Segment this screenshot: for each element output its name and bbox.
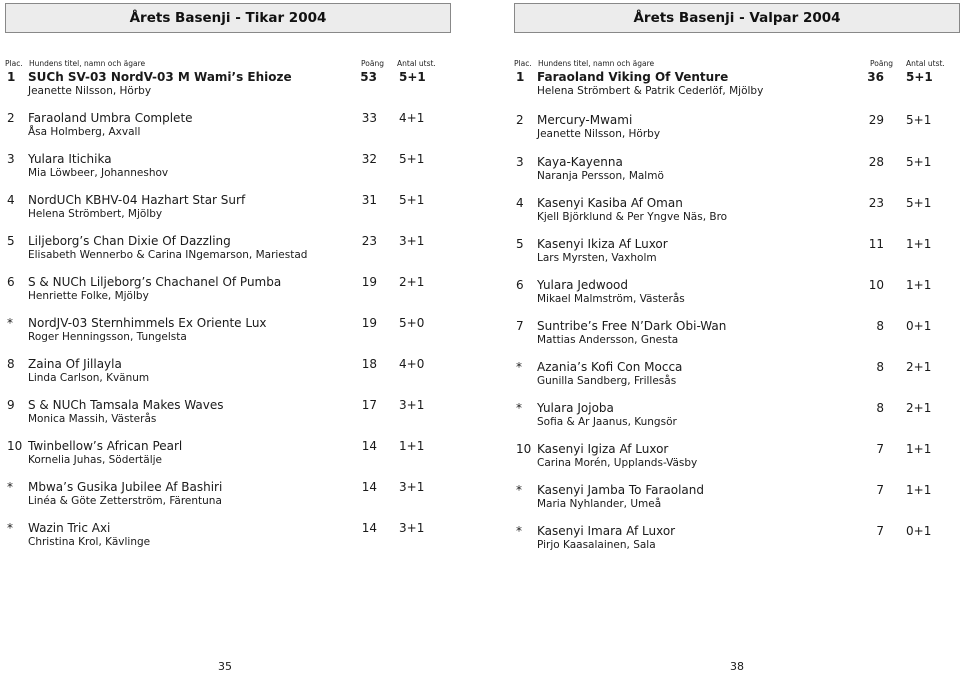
left-page-number: 35 [218,660,232,673]
list-item [5,480,451,510]
dog-name: Kasenyi Igiza Af Luxor [537,442,669,456]
owner-name: Gunilla Sandberg, Frillesås [537,375,677,387]
left-page-title: Årets Basenji - Tikar 2004 [5,3,451,33]
placement-number: 6 [516,278,524,292]
dog-name: Azania’s Kofi Con Mocca [537,360,683,374]
shows-count: 5+1 [399,70,426,84]
points-value: 17 [361,398,377,412]
list-item [5,521,451,551]
placement-number: 8 [7,357,15,371]
dog-name: Faraoland Viking Of Venture [537,70,729,84]
owner-name: Monica Massih, Västerås [28,413,157,425]
list-item [5,111,451,141]
shows-count: 2+1 [906,360,932,374]
points-value: 18 [361,357,377,371]
dog-name: Faraoland Umbra Complete [28,111,193,125]
dog-name: Suntribe’s Free N’Dark Obi-Wan [537,319,727,333]
owner-name: Jeanette Nilsson, Hörby [537,128,661,140]
right-page-title: Årets Basenji - Valpar 2004 [514,3,960,33]
owner-name: Kjell Björklund & Per Yngve Näs, Bro [537,211,728,223]
placement-number: * [516,401,522,415]
owner-name: Mia Löwbeer, Johanneshov [28,167,169,179]
owner-name: Sofia & Ar Jaanus, Kungsör [537,416,677,428]
shows-count: 5+0 [399,316,425,330]
points-value: 19 [361,275,377,289]
shows-count: 5+1 [906,70,933,84]
placement-number: * [516,483,522,497]
left-page [5,0,451,674]
owner-name: Christina Krol, Kävlinge [28,536,151,548]
points-value: 33 [361,111,377,125]
dog-name: Kasenyi Jamba To Faraoland [537,483,705,497]
shows-count: 1+1 [906,483,932,497]
shows-count: 5+1 [399,193,425,207]
owner-name: Carina Morén, Upplands-Väsby [537,457,698,469]
points-value: 14 [361,480,377,494]
header-plac: Plac. [5,59,23,68]
placement-number: 3 [7,152,15,166]
list-item [514,155,960,185]
owner-name: Åsa Holmberg, Axvall [28,126,141,138]
shows-count: 2+1 [399,275,425,289]
shows-count: 1+1 [906,237,932,251]
placement-number: * [7,480,13,494]
dog-name: S & NUCh Tamsala Makes Waves [28,398,224,412]
list-item [5,234,451,264]
points-value: 11 [868,237,884,251]
owner-name: Naranja Persson, Malmö [537,170,664,182]
dog-name: Yulara Jojoba [537,401,614,415]
placement-number: * [7,521,13,535]
placement-number: 1 [7,70,16,84]
right-page-number: 38 [730,660,744,673]
owner-name: Elisabeth Wennerbo & Carina INgemarson, Mariestad [28,249,308,261]
shows-count: 1+1 [906,278,932,292]
owner-name: Kornelia Juhas, Södertälje [28,454,163,466]
owner-name: Mikael Malmström, Västerås [537,293,685,305]
header-poang: Poäng [870,59,893,68]
placement-number: 2 [516,113,524,127]
placement-number: 5 [7,234,15,248]
points-value: 32 [361,152,377,166]
placement-number: * [516,360,522,374]
shows-count: 1+1 [399,439,425,453]
placement-number: 4 [7,193,15,207]
points-value: 53 [360,70,377,84]
list-item [514,442,960,472]
right-page [514,0,960,674]
points-value: 8 [876,319,884,333]
header-name: Hundens titel, namn och ägare [29,59,146,68]
list-item [5,152,451,182]
list-item [5,275,451,305]
placement-number: 3 [516,155,524,169]
list-item [5,316,451,346]
dog-name: Kaya-Kayenna [537,155,623,169]
points-value: 23 [868,196,884,210]
placement-number: 2 [7,111,15,125]
list-item [514,483,960,513]
dog-name: S & NUCh Liljeborg’s Chachanel Of Pumba [28,275,282,289]
placement-number: 9 [7,398,15,412]
placement-number: 1 [516,70,525,84]
placement-number: 4 [516,196,524,210]
list-item [514,278,960,308]
owner-name: Linéa & Göte Zetterström, Färentuna [28,495,222,507]
list-item [514,70,960,100]
dog-name: SUCh SV-03 NordV-03 M Wami’s Ehioze [28,70,292,84]
dog-name: NordUCh KBHV-04 Hazhart Star Surf [28,193,246,207]
shows-count: 5+1 [906,196,932,210]
dog-name: Yulara Itichika [28,152,112,166]
points-value: 19 [361,316,377,330]
list-item [5,70,451,100]
list-item [514,524,960,554]
owner-name: Roger Henningsson, Tungelsta [28,331,187,343]
placement-number: 5 [516,237,524,251]
dog-name: Mbwa’s Gusika Jubilee Af Bashiri [28,480,223,494]
shows-count: 0+1 [906,524,932,538]
owner-name: Helena Strömbert & Patrik Cederlöf, Mjölby [537,85,764,97]
header-antal: Antal utst. [397,59,436,68]
list-item [514,319,960,349]
header-antal: Antal utst. [906,59,945,68]
header-name: Hundens titel, namn och ägare [538,59,655,68]
shows-count: 3+1 [399,234,425,248]
dog-name: Twinbellow’s African Pearl [28,439,183,453]
points-value: 8 [876,360,884,374]
placement-number: 7 [516,319,524,333]
dog-name: Kasenyi Imara Af Luxor [537,524,676,538]
shows-count: 2+1 [906,401,932,415]
dog-name: NordJV-03 Sternhimmels Ex Oriente Lux [28,316,267,330]
owner-name: Maria Nyhlander, Umeå [537,498,662,510]
points-value: 28 [868,155,884,169]
header-poang: Poäng [361,59,384,68]
list-item [5,193,451,223]
list-item [514,196,960,226]
dog-name: Liljeborg’s Chan Dixie Of Dazzling [28,234,231,248]
owner-name: Helena Strömbert, Mjölby [28,208,163,220]
dog-name: Wazin Tric Axi [28,521,111,535]
shows-count: 3+1 [399,480,425,494]
placement-number: 10 [516,442,532,456]
points-value: 14 [361,521,377,535]
placement-number: 10 [7,439,23,453]
owner-name: Jeanette Nilsson, Hörby [28,85,152,97]
dog-name: Kasenyi Kasiba Af Oman [537,196,683,210]
list-item [5,357,451,387]
list-item [5,439,451,469]
points-value: 31 [361,193,377,207]
points-value: 7 [876,442,884,456]
list-item [514,401,960,431]
list-item [514,360,960,390]
list-item [5,398,451,428]
list-item [514,113,960,143]
header-plac: Plac. [514,59,532,68]
dog-name: Mercury-Mwami [537,113,633,127]
shows-count: 4+0 [399,357,425,371]
points-value: 14 [361,439,377,453]
owner-name: Henriette Folke, Mjölby [28,290,149,302]
points-value: 8 [876,401,884,415]
placement-number: * [516,524,522,538]
shows-count: 3+1 [399,521,425,535]
owner-name: Linda Carlson, Kvänum [28,372,150,384]
list-item [514,237,960,267]
points-value: 23 [361,234,377,248]
owner-name: Lars Myrsten, Vaxholm [537,252,657,264]
owner-name: Pirjo Kaasalainen, Sala [537,539,656,551]
points-value: 7 [876,483,884,497]
shows-count: 5+1 [906,113,932,127]
placement-number: 6 [7,275,15,289]
placement-number: * [7,316,13,330]
dog-name: Yulara Jedwood [537,278,629,292]
points-value: 29 [868,113,884,127]
shows-count: 5+1 [399,152,425,166]
owner-name: Mattias Andersson, Gnesta [537,334,679,346]
shows-count: 5+1 [906,155,932,169]
dog-name: Kasenyi Ikiza Af Luxor [537,237,668,251]
points-value: 10 [868,278,884,292]
shows-count: 4+1 [399,111,425,125]
shows-count: 3+1 [399,398,425,412]
shows-count: 0+1 [906,319,932,333]
points-value: 7 [876,524,884,538]
dog-name: Zaina Of Jillayla [28,357,122,371]
shows-count: 1+1 [906,442,932,456]
points-value: 36 [867,70,884,84]
